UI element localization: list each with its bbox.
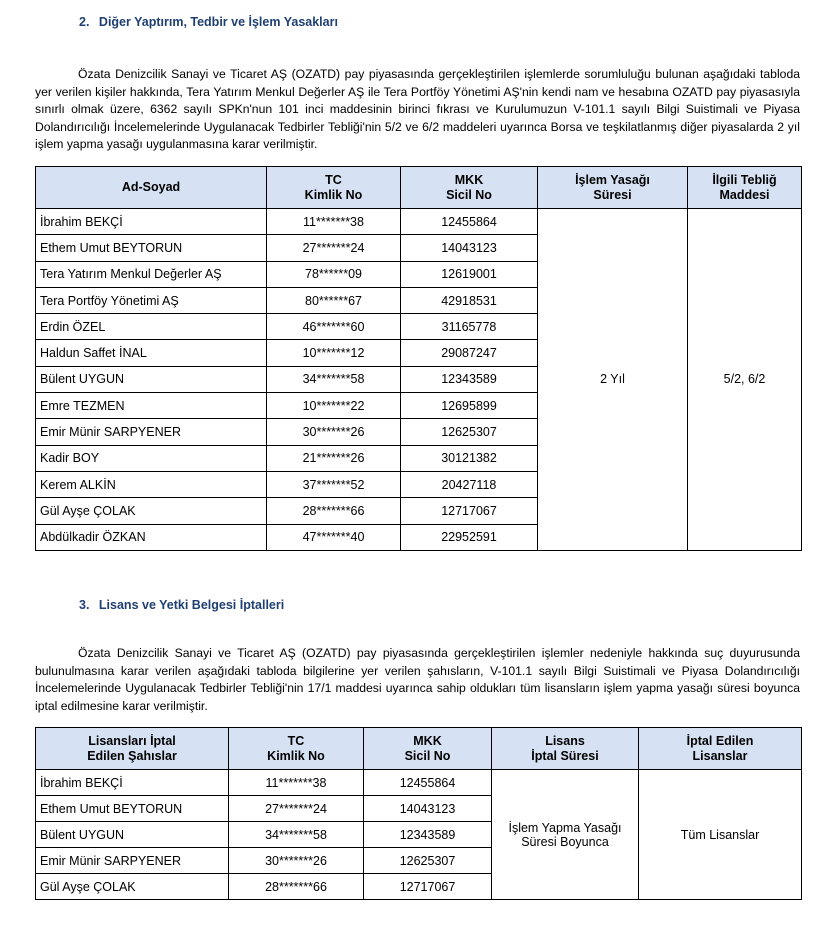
cell-mkk-no: 12343589 [401, 366, 538, 392]
cell-tc-id: 27*******24 [229, 796, 364, 822]
cell-mkk-no: 12717067 [401, 498, 538, 524]
cell-mkk-no: 31165778 [401, 314, 538, 340]
section-3-title: Lisans ve Yetki Belgesi İptalleri [98, 598, 285, 612]
cell-duration: 2 Yıl [538, 209, 688, 551]
cell-tc-id: 80******67 [267, 287, 401, 313]
cell-tc-id: 11*******38 [267, 209, 401, 235]
cell-name: Gül Ayşe ÇOLAK [36, 874, 229, 900]
cell-mkk-no: 12625307 [401, 419, 538, 445]
cell-name: İbrahim BEKÇİ [36, 770, 229, 796]
col-header-name: Ad-Soyad [36, 167, 267, 209]
cell-mkk-no: 12343589 [364, 822, 492, 848]
cell-tc-id: 27*******24 [267, 235, 401, 261]
section-2-paragraph: Özata Denizcilik Sanayi ve Ticaret AŞ (OZATD) pay piyasasında gerçekleştirilen işlemlerde sorumluluğu bulunan aşağıdaki tabloda yer verilen kişiler hakkında, Tera Yatırım Menkul Değerler AŞ ile Tera Portföy Yönetimi AŞ'nin kendi nam ve hesabına OZATD pay piyasasıyla sınırlı olmak üzere, 6362 sayılı SPKn'nun 101 inci maddesinin birinci fıkrası ve Kurulumuzun V-101.1 sayılı Bilgi Suistimali ve Piyasa Dolandırıcılığı İncelemelerinde Uygulanacak Tedbirler Tebliği'nin 5/2 ve 6/2 maddeleri uyarınca Borsa ve teşkilatlanmış diğer piyasalarda 2 yıl işlem yapma yasağı uygulanmasına karar verilmiştir. [35, 67, 800, 152]
cell-mkk-no: 14043123 [401, 235, 538, 261]
cell-name: Bülent UYGUN [36, 822, 229, 848]
cell-name: Haldun Saffet İNAL [36, 340, 267, 366]
cell-tc-id: 10*******12 [267, 340, 401, 366]
section-3-heading [79, 598, 284, 612]
section-2-title: Diğer Yaptırım, Tedbir ve İşlem Yasakları [98, 15, 338, 29]
col-header-mkk: MKK Sicil No [364, 728, 492, 770]
cell-name: Kadir BOY [36, 445, 267, 471]
cell-tc-id: 28*******66 [229, 874, 364, 900]
cell-tc-id: 11*******38 [229, 770, 364, 796]
cell-mkk-no: 12695899 [401, 393, 538, 419]
cell-revoked-licenses: Tüm Lisanslar [639, 770, 802, 900]
cell-mkk-no: 12717067 [364, 874, 492, 900]
cell-mkk-no: 12455864 [364, 770, 492, 796]
col-header-licenses: İptal Edilen Lisanslar [639, 728, 802, 770]
cell-tc-id: 37*******52 [267, 471, 401, 497]
col-header-duration: İşlem Yasağı Süresi [538, 167, 688, 209]
cell-tc-id: 30*******26 [267, 419, 401, 445]
cell-mkk-no: 14043123 [364, 796, 492, 822]
license-table-header [36, 728, 802, 770]
cell-mkk-no: 12455864 [401, 209, 538, 235]
cell-mkk-no: 22952591 [401, 524, 538, 550]
cell-name: İbrahim BEKÇİ [36, 209, 267, 235]
col-header-name: Lisansları İptal Edilen Şahıslar [36, 728, 229, 770]
col-header-duration: Lisans İptal Süresi [492, 728, 639, 770]
cell-mkk-no: 30121382 [401, 445, 538, 471]
cell-name: Tera Portföy Yönetimi AŞ [36, 287, 267, 313]
cell-mkk-no: 42918531 [401, 287, 538, 313]
table-row [36, 770, 802, 796]
cell-article: 5/2, 6/2 [688, 209, 802, 551]
cell-tc-id: 78******09 [267, 261, 401, 287]
cell-name: Kerem ALKİN [36, 471, 267, 497]
col-header-tc: TC Kimlik No [229, 728, 364, 770]
section-3-paragraph: Özata Denizcilik Sanayi ve Ticaret AŞ (OZATD) pay piyasasında gerçekleştirilen işlemler nedeniyle hakkında suç duyurusunda bulunulmasına karar verilen aşağıdaki tabloda bilgilerine yer verilen şahısların, V-101.1 sayılı Bilgi Suistimali ve Piyasa Dolandırıcılığı İncelemelerinde Uygulanacak Tedbirler Tebliği'nin 17/1 maddesi uyarınca sahip oldukları tüm lisansların işlem yapma yasağı süresi boyunca iptal edilmesine karar verilmiştir. [35, 646, 800, 713]
section-2-heading [79, 15, 338, 29]
cell-name: Emir Münir SARPYENER [36, 848, 229, 874]
col-header-mkk: MKK Sicil No [401, 167, 538, 209]
cell-name: Ethem Umut BEYTORUN [36, 796, 229, 822]
cell-tc-id: 28*******66 [267, 498, 401, 524]
cell-name: Abdülkadir ÖZKAN [36, 524, 267, 550]
cell-revocation-duration: İşlem Yapma Yasağı Süresi Boyunca [492, 770, 639, 900]
cell-name: Bülent UYGUN [36, 366, 267, 392]
cell-mkk-no: 12625307 [364, 848, 492, 874]
cell-mkk-no: 29087247 [401, 340, 538, 366]
cell-tc-id: 34*******58 [267, 366, 401, 392]
cell-tc-id: 46*******60 [267, 314, 401, 340]
cell-name: Tera Yatırım Menkul Değerler AŞ [36, 261, 267, 287]
table-row [36, 209, 802, 235]
cell-tc-id: 30*******26 [229, 848, 364, 874]
cell-tc-id: 47*******40 [267, 524, 401, 550]
col-header-tc: TC Kimlik No [267, 167, 401, 209]
cell-mkk-no: 12619001 [401, 261, 538, 287]
col-header-article: İlgili Tebliğ Maddesi [688, 167, 802, 209]
sanctions-table-header [36, 167, 802, 209]
section-3-number: 3. [79, 598, 90, 612]
cell-tc-id: 34*******58 [229, 822, 364, 848]
sanctions-table [35, 166, 802, 551]
license-revocation-table [35, 727, 802, 900]
cell-name: Erdin ÖZEL [36, 314, 267, 340]
cell-name: Emre TEZMEN [36, 393, 267, 419]
cell-tc-id: 21*******26 [267, 445, 401, 471]
cell-tc-id: 10*******22 [267, 393, 401, 419]
cell-name: Emir Münir SARPYENER [36, 419, 267, 445]
cell-name: Gül Ayşe ÇOLAK [36, 498, 267, 524]
section-2-number: 2. [79, 15, 90, 29]
cell-name: Ethem Umut BEYTORUN [36, 235, 267, 261]
cell-mkk-no: 20427118 [401, 471, 538, 497]
